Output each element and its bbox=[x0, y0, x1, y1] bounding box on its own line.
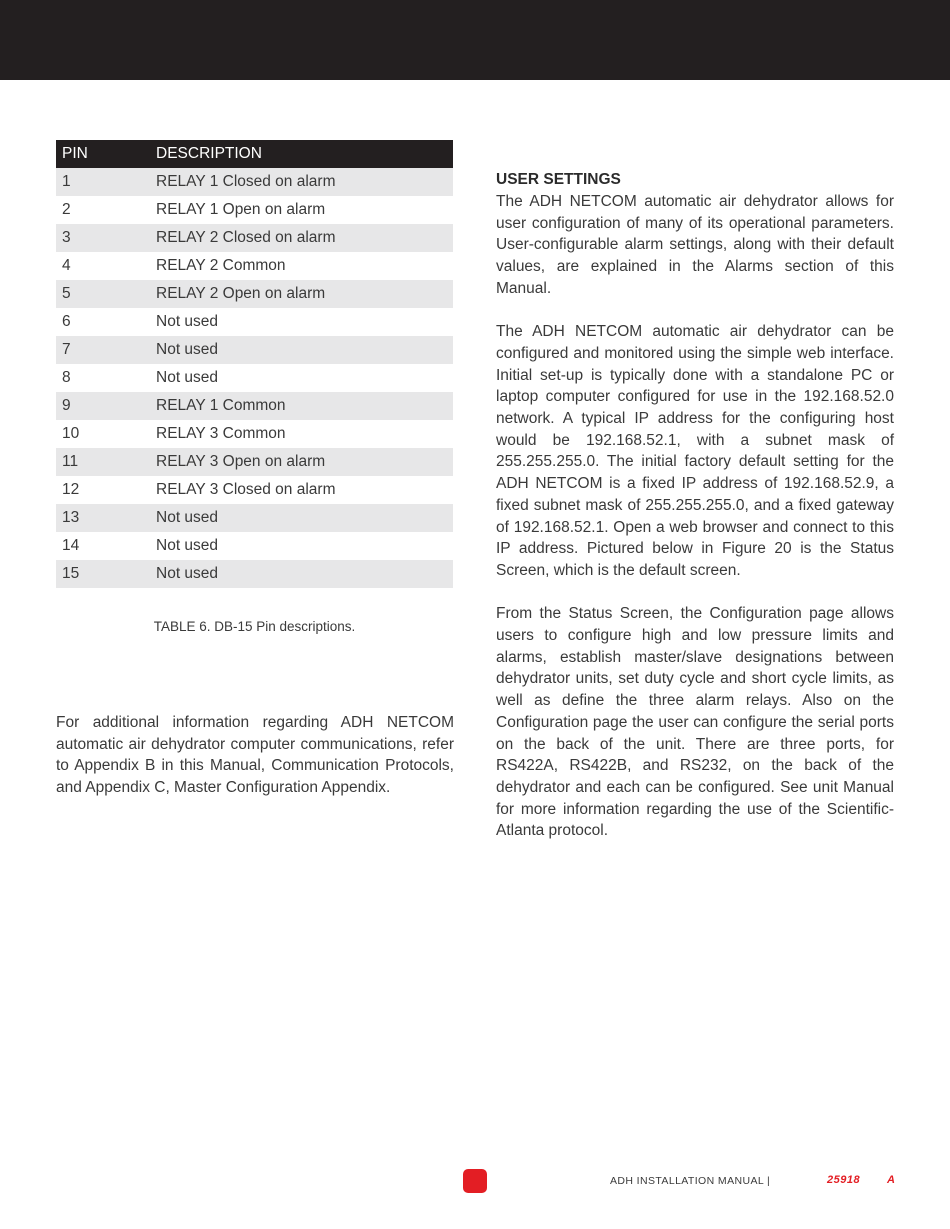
description-column-header: DESCRIPTION bbox=[150, 140, 453, 168]
footer-manual-label: ADH INSTALLATION MANUAL | bbox=[610, 1175, 771, 1187]
pin-description-cell: Not used bbox=[150, 336, 453, 364]
pin-number-cell: 12 bbox=[62, 481, 80, 498]
table-row bbox=[56, 252, 453, 280]
pin-number-cell: 11 bbox=[56, 448, 150, 476]
table-row bbox=[56, 196, 453, 224]
table-row bbox=[56, 336, 453, 364]
pin-description-cell: RELAY 1 Closed on alarm bbox=[150, 168, 453, 196]
pin-number-cell: 2 bbox=[62, 201, 71, 218]
pin-number-cell: 8 bbox=[62, 369, 71, 386]
pin-description-cell: Not used bbox=[156, 369, 219, 386]
pin-description-cell: Not used bbox=[156, 537, 219, 554]
pin-description-cell: Not used bbox=[156, 313, 219, 330]
table-row bbox=[56, 560, 453, 588]
pin-description-cell: RELAY 2 Closed on alarm bbox=[150, 224, 453, 252]
pin-number-cell: 1 bbox=[56, 168, 150, 196]
pin-number-cell: 14 bbox=[62, 537, 80, 554]
table-caption: TABLE 6. DB-15 Pin descriptions. bbox=[153, 619, 356, 634]
web-interface-paragraph: The ADH NETCOM automatic air dehydrator can be configured and monitored using the simple web interface. Initial set-up is typically done with a standalone PC or laptop computer configured for use in the 192.168.52.0 network. A typical IP address for the configuring host would be 192.168.52.1, with a subnet mask of 255.255.255.0. The initial factory default setting for the ADH NETCOM is a fixed IP address of 192.168.52.9, a fixed subnet mask of 255.255.255.0, and a fixed gateway of 192.168.52.1. Open a web browser and connect to this IP address. Pictured below in Figure 20 is the Status Screen, which is the default screen. bbox=[496, 323, 894, 579]
pin-column-header: PIN bbox=[56, 140, 150, 168]
page-tab-marker bbox=[463, 1169, 487, 1193]
table-row bbox=[56, 392, 453, 420]
pin-description-table bbox=[56, 140, 453, 588]
table-row bbox=[56, 448, 453, 476]
table-header-row bbox=[56, 140, 453, 168]
additional-info-paragraph: For additional information regarding ADH NETCOM automatic air dehydrator computer communications, refer to Appendix B in this Manual, Communication Protocols, and Appendix C, Master Configuration Appendix. bbox=[56, 714, 454, 797]
pin-description-cell: Not used bbox=[150, 504, 453, 532]
pin-number-cell: 4 bbox=[62, 257, 71, 274]
pin-number-cell: 9 bbox=[56, 392, 150, 420]
footer-revision: A bbox=[887, 1174, 895, 1186]
pin-description-cell: Not used bbox=[150, 560, 453, 588]
pin-description-cell: RELAY 3 Closed on alarm bbox=[156, 481, 336, 498]
table-row bbox=[56, 280, 453, 308]
pin-number-cell: 3 bbox=[56, 224, 150, 252]
table-row bbox=[56, 364, 453, 392]
pin-number-cell: 13 bbox=[56, 504, 150, 532]
table-row bbox=[56, 420, 453, 448]
table-row bbox=[56, 504, 453, 532]
pin-number-cell: 15 bbox=[56, 560, 150, 588]
pin-description-cell: RELAY 1 Open on alarm bbox=[156, 201, 326, 218]
user-settings-paragraph: The ADH NETCOM automatic air dehydrator allows for user configuration of many of its operational parameters. User-configurable alarm settings, along with their default values, are explained in the Alarms section of this Manual. bbox=[496, 193, 894, 297]
header-band bbox=[0, 0, 950, 80]
table-row bbox=[56, 476, 453, 504]
pin-number-cell: 10 bbox=[62, 425, 80, 442]
pin-description-cell: RELAY 1 Common bbox=[150, 392, 453, 420]
pin-number-cell: 7 bbox=[56, 336, 150, 364]
pin-description-cell: RELAY 3 Common bbox=[156, 425, 286, 442]
user-settings-heading: USER SETTINGS bbox=[496, 171, 621, 188]
pin-description-cell: RELAY 3 Open on alarm bbox=[150, 448, 453, 476]
table-row bbox=[56, 224, 453, 252]
table-row bbox=[56, 532, 453, 560]
table-row bbox=[56, 308, 453, 336]
pin-description-cell: RELAY 2 Open on alarm bbox=[150, 280, 453, 308]
table-row bbox=[56, 168, 453, 196]
pin-description-cell: RELAY 2 Common bbox=[156, 257, 286, 274]
pin-number-cell: 5 bbox=[56, 280, 150, 308]
configuration-page-paragraph: From the Status Screen, the Configuration page allows users to configure high and low pressure limits and alarms, establish master/slave designations between dehydrator units, set duty cycle and short cycle limits, as well as define the three alarm relays. Also on the Configuration page the user can configure the serial ports on the back of the unit. There are three ports, for RS422A, RS422B, and RS232, on the back of the dehydrator and each can be configured. See unit Manual for more information regarding the use of the Scientific-Atlanta protocol. bbox=[496, 605, 894, 840]
user-settings-section bbox=[496, 169, 894, 864]
footer-doc-code: 25918 bbox=[827, 1174, 861, 1186]
pin-number-cell: 6 bbox=[62, 313, 71, 330]
